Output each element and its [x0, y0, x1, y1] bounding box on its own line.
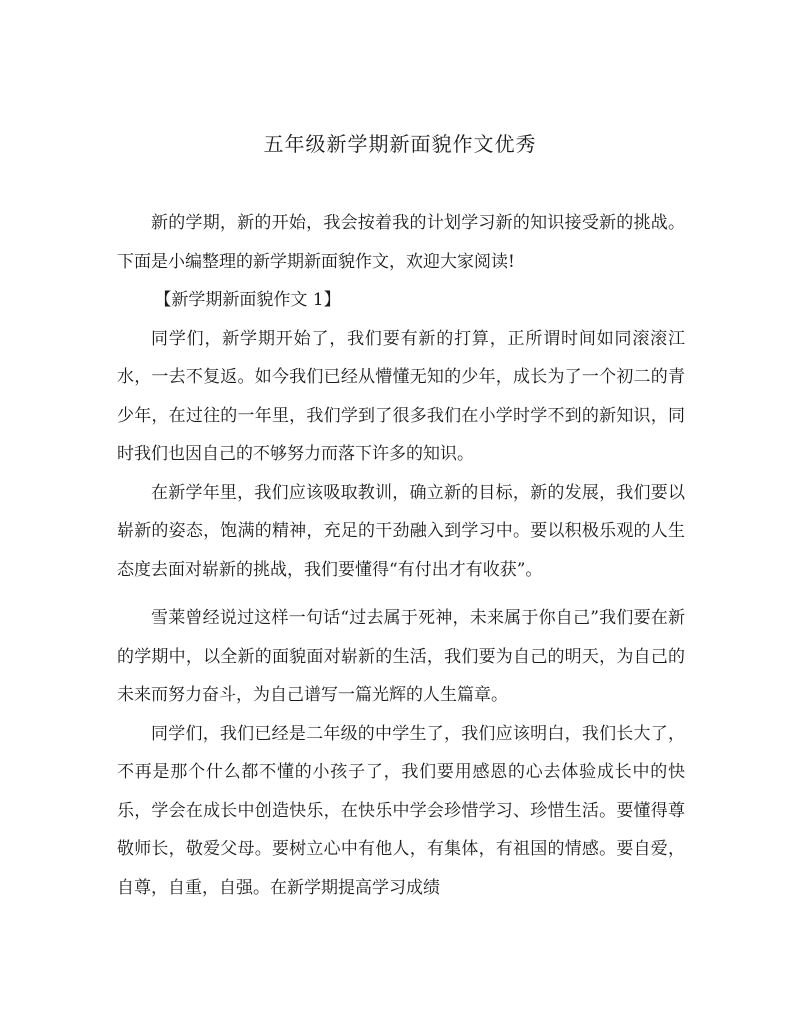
body-paragraph-2: 在新学年里，我们应该吸取教训，确立新的目标，新的发展，我们要以崭新的姿态，饱满的精神，充足的干劲融入到学习中。要以积极乐观的人生态度去面对崭新的挑战，我们要懂得“有付出才有收获”。 — [117, 482, 685, 580]
document-body — [117, 204, 685, 907]
body-paragraph-4: 同学们，我们已经是二年级的中学生了，我们应该明白，我们长大了，不再是那个什么都不懂的小孩子了，我们要用感恩的心去体验成长中的快乐，学会在成长中创造快乐，在快乐中学会珍惜学习、珍惜生活。要懂得尊敬师长，敬爱父母。要树立心中有他人，有集体，有祖国的情感。要自爱，自尊，自重，自强。在新学期提高学习成绩 — [117, 723, 685, 898]
body-paragraph-3: 雪莱曾经说过这样一句话“过去属于死神，未来属于你自己”我们要在新的学期中，以全新的面貌面对崭新的生活，我们要为自己的明天，为自己的未来而努力奋斗，为自己谱写一篇光辉的人生篇章。 — [117, 608, 685, 705]
document-title: 五年级新学期新面貌作文优秀 — [263, 132, 537, 156]
section-heading: 【新学期新面貌作文 1】 — [154, 290, 341, 310]
paragraph-gap — [117, 589, 685, 599]
body-paragraph-1: 同学们，新学期开始了，我们要有新的打算，正所谓时间如同滚滚江水，一去不复返。如今我们已经从懵懂无知的少年，成长为了一个初二的青少年，在过往的一年里，我们学到了很多我们在小学时学不到的新知识，同时我们也因自己的不够努力而落下许多的知识。 — [117, 328, 685, 464]
intro-paragraph: 新的学期，新的开始，我会按着我的计划学习新的知识接受新的挑战。下面是小编整理的新学期新面貌作文，欢迎大家阅读! — [117, 213, 685, 272]
